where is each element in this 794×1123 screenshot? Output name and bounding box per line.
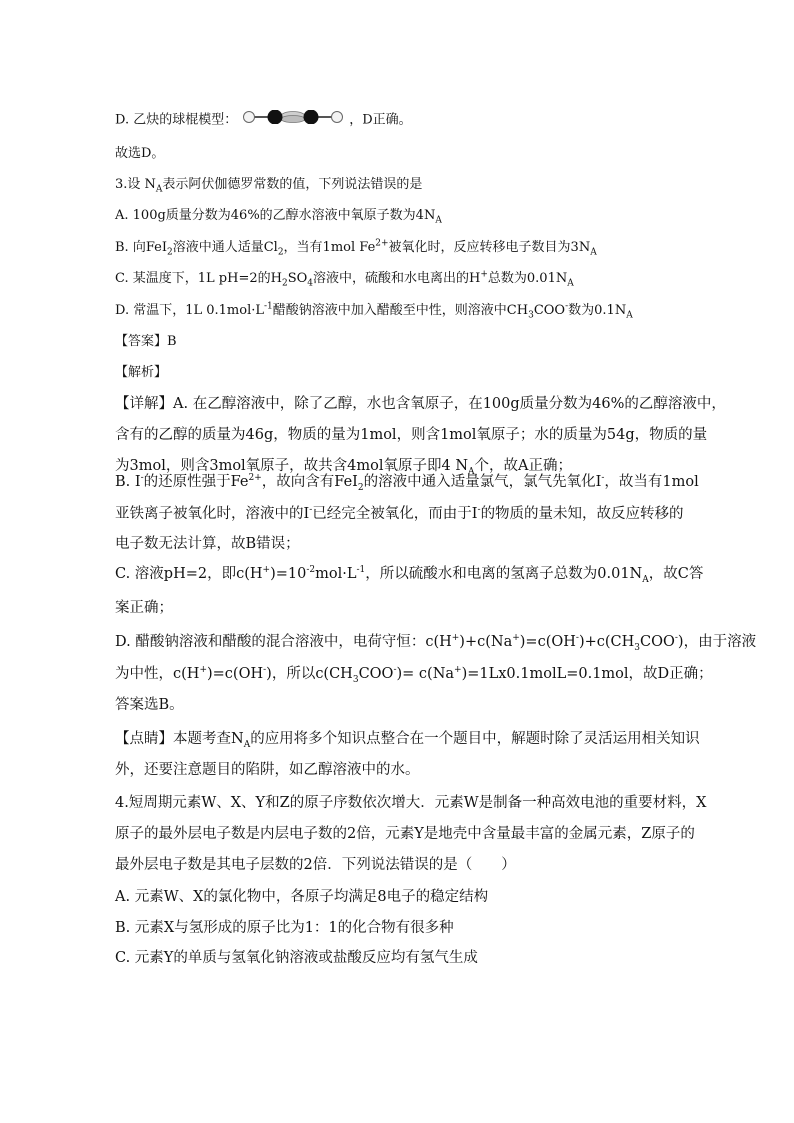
q3-stem: 3.设 $N_A$表示阿伏伽德罗常数的值，下列说法错误的是: [115, 177, 423, 195]
q3-detail-line-2: 含有的乙醇的质量为46g，物质的量为1mol，则含1mol氧原子；水的质量为54g，物质的量: [115, 427, 708, 443]
q3-detail-line-1: 【详解】A. 在乙醇溶液中，除了乙醇，水也含氧原子，在100g质量分数为46%的乙醇溶液中，: [115, 396, 726, 412]
q3-detail-b-line-2: 亚铁离子被氧化时，溶液中的I-已经完全被氧化，而由于I-的物质的量未知，故反应转移的: [115, 505, 684, 522]
q3-option-d: D. 常温下，1L $0.1mol\cdot L^{-1}$醋酸钠溶液中加入醋酸至中性，则溶液中$CH_3COO^-$数为$0.1N_A$: [115, 301, 633, 321]
q4-stem-line-3: 最外层电子数是其电子层数的2倍．下列说法错误的是（ ）: [115, 857, 516, 873]
q4-option-c: C. 元素Y的单质与氢氧化钠溶液或盐酸反应均有氢气生成: [115, 950, 478, 966]
q2-option-d-suffix: ，D正确。: [349, 112, 412, 128]
q3-detail-line-3: 为3mol，则含3mol氧原子，故共含4mol氧原子即4 $N_A$个，故A正确；: [115, 458, 573, 477]
q3-detail-b-line-1: B. I-的还原性强于$Fe^{2+}$，故向含有FeI$_2$的溶液中通入适量氯气，氯气先氧化I-，故当有1mol: [115, 473, 699, 493]
q4-option-b: B. 元素X与氢形成的原子比为1：1的化合物有很多种: [115, 920, 454, 936]
acetylene-model-icon: [241, 110, 345, 130]
q3-detail-b-line-3: 电子数无法计算，故B错误；: [115, 536, 300, 552]
q3-tip-line-2: 外，还要注意题目的陷阱，如乙醇溶液中的水。: [115, 762, 420, 778]
q3-detail-c-line-2: 案正确；: [115, 600, 173, 616]
q3-detail-conclusion: 答案选B。: [115, 697, 184, 713]
q2-option-d-text: D. 乙炔的球棍模型：: [115, 112, 238, 128]
q3-option-c: C. 某温度下，1L pH=2的$H_2SO_4$溶液中，硫酸和水电离出的H+总数为$0.01N_A$: [115, 269, 574, 289]
q3-answer: 【答案】B: [115, 334, 177, 349]
q4-stem-line-1: 4.短周期元素W、X、Y和Z的原子序数依次增大．元素W是制备一种高效电池的重要材料，X: [115, 795, 707, 811]
q2-conclusion: 故选D。: [115, 146, 165, 161]
q3-option-a: A. 100g质量分数为46%的乙醇水溶液中氧原子数为$4N_A$: [115, 208, 442, 226]
q3-detail-c-line-1: C. 溶液pH=2，即$c(H^+)=10^{-2}mol\cdot L^{-1}$，所以硫酸水和电离的氢离子总数为$0.01N_A$，故C答: [115, 565, 704, 585]
q4-stem-line-2: 原子的最外层电子数是内层电子数的2倍，元素Y是地壳中含量最丰富的金属元素，Z原子的: [115, 826, 695, 842]
q3-option-b: B. 向FeI$_2$溶液中通人适量$Cl_2$，当有1mol $Fe^{2+}$被氧化时，反应转移电子数目为$3N_A$: [115, 238, 597, 258]
q3-detail-d-line-1: D. 醋酸钠溶液和醋酸的混合溶液中，电荷守恒：$c(H^+)+c(Na^+)=c(OH^-)+c(CH_3COO^-)$，由于溶液: [115, 633, 757, 653]
q3-tip-line-1: 【点睛】本题考查$N_A$的应用将多个知识点整合在一个题目中，解题时除了灵活运用相关知识: [115, 731, 700, 750]
q3-detail-d-line-2: 为中性，c(H+)=c(OH-)，所以$c(CH_3COO^-)=$ c(Na+)=1Lx0.1molL=0.1mol，故D正确；: [115, 665, 713, 685]
q3-analysis-header: 【解析】: [115, 365, 168, 380]
q2-option-d: [115, 110, 412, 130]
q4-option-a: A. 元素W、X的氯化物中，各原子均满足8电子的稳定结构: [115, 889, 489, 905]
